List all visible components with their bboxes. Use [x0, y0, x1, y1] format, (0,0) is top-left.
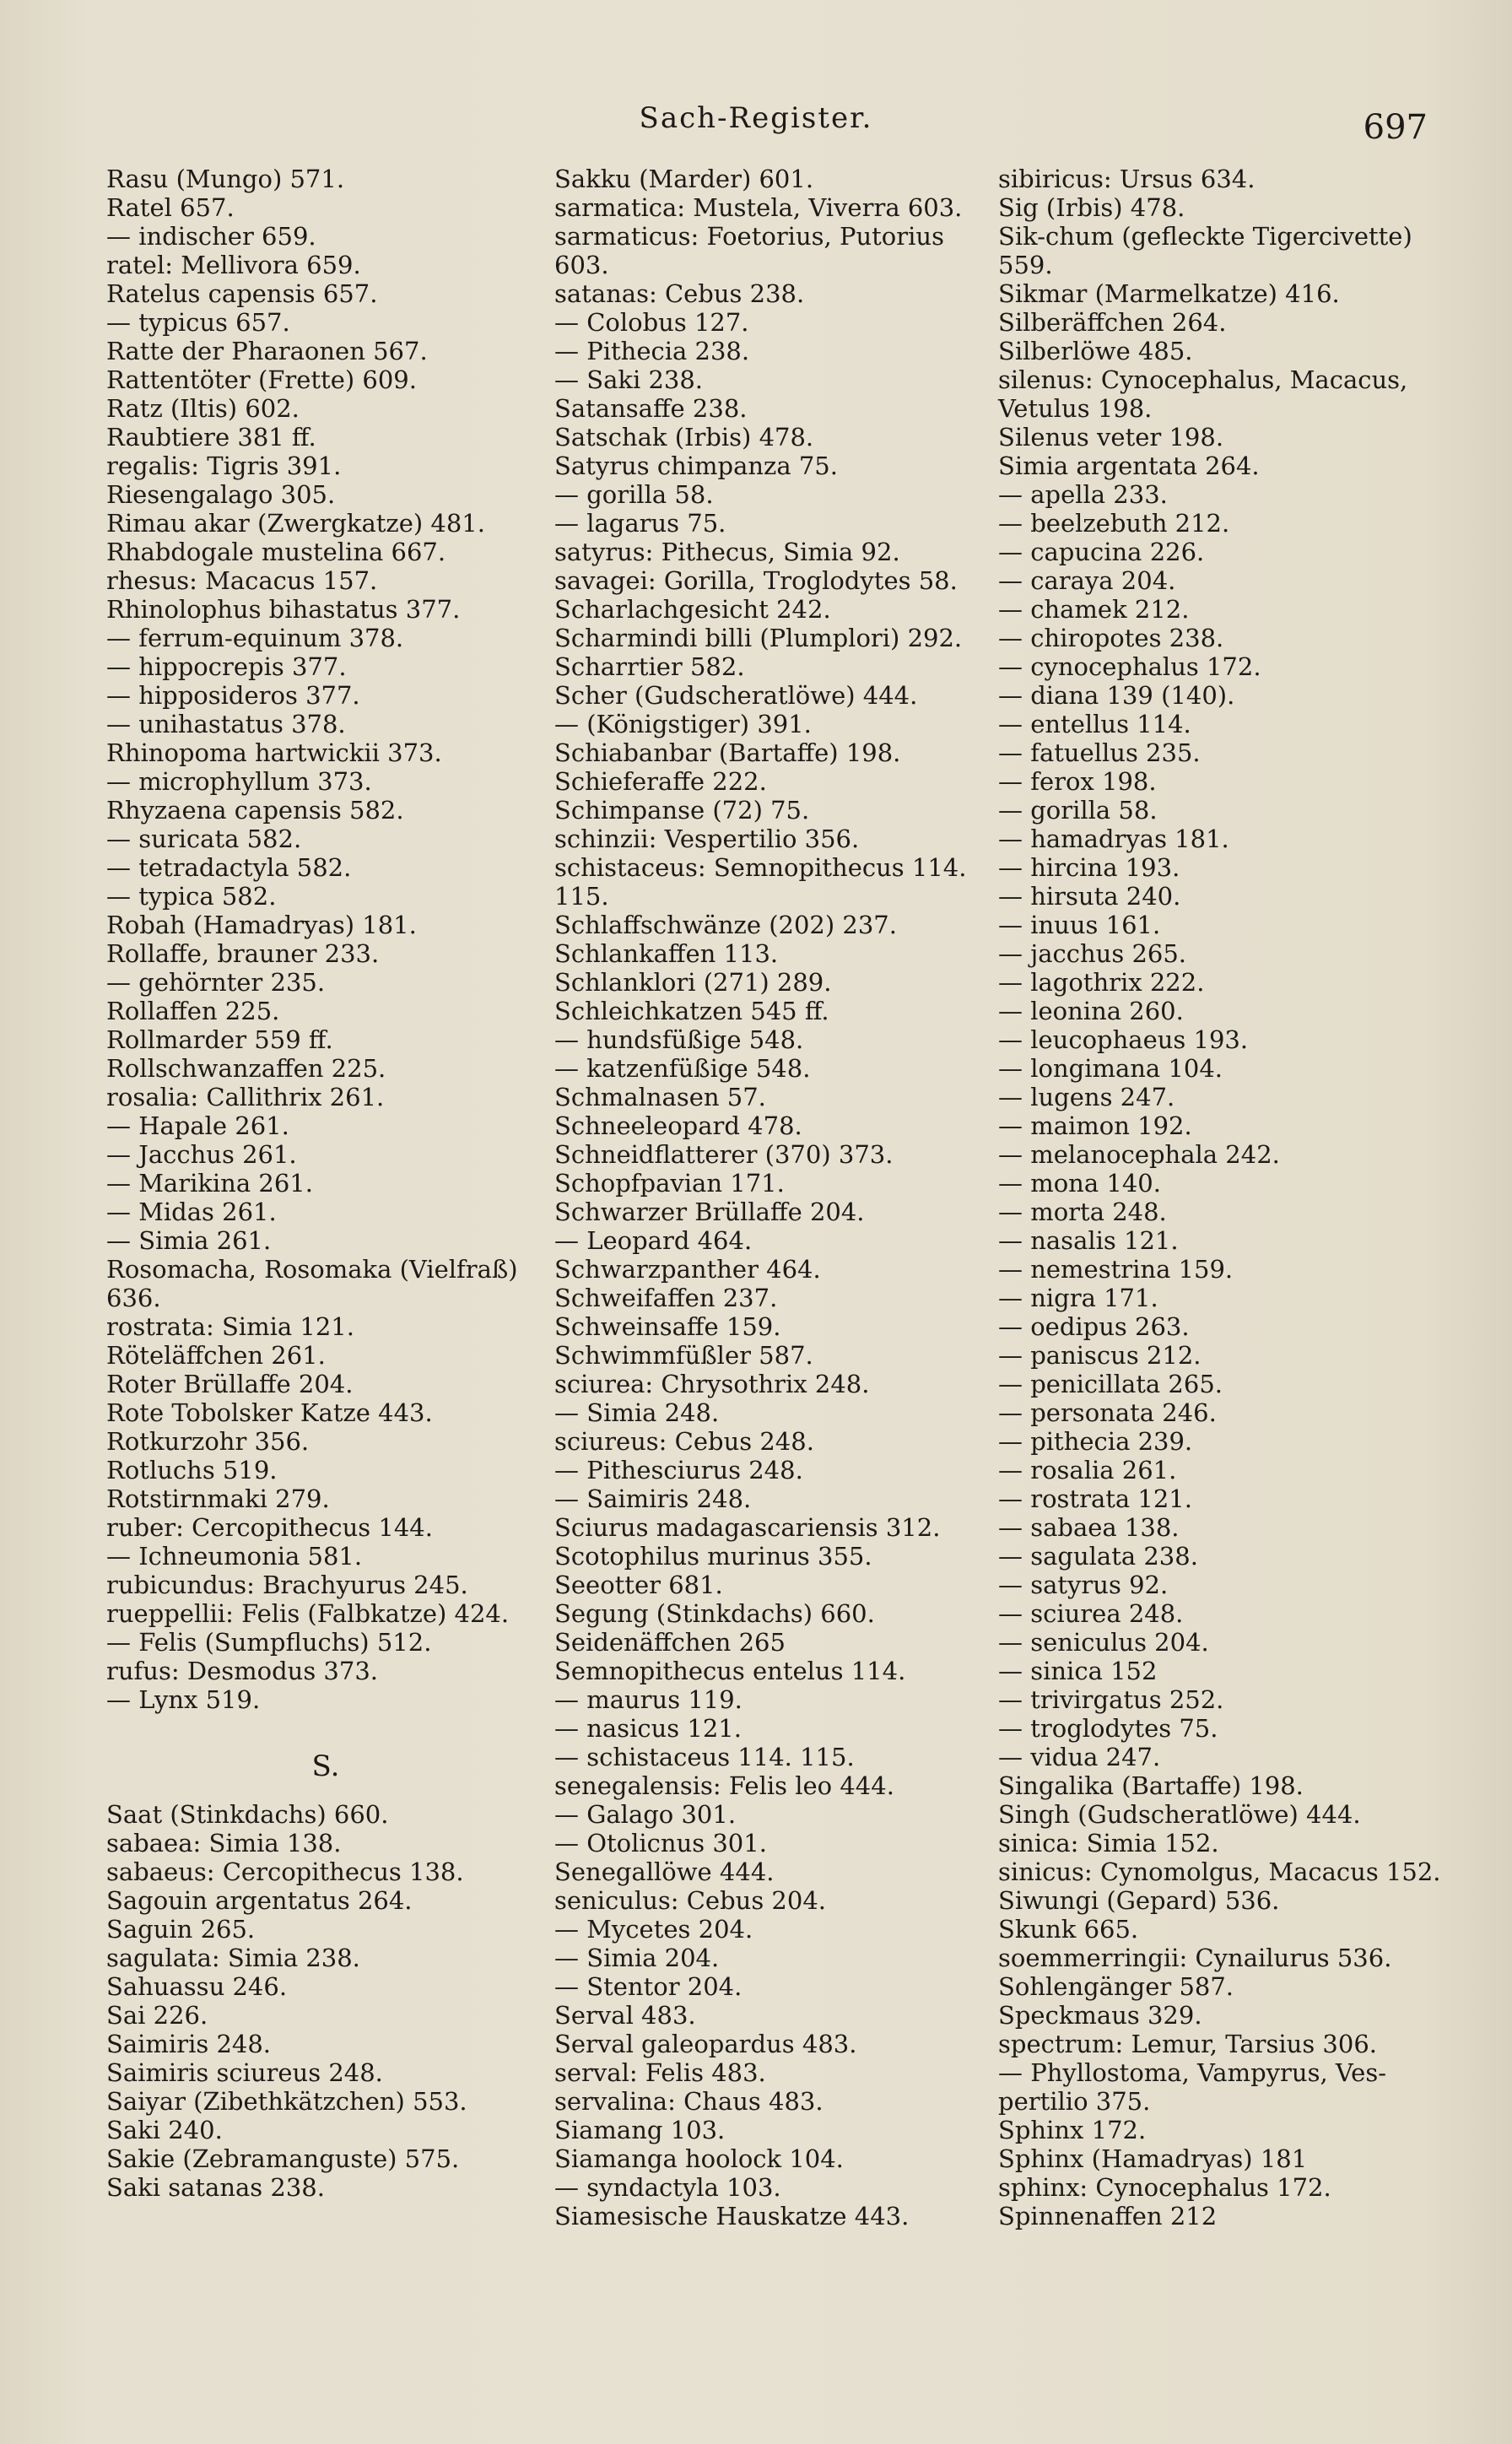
index-entry: Rollmarder 559 ff.	[106, 1025, 333, 1054]
index-entry: Seidenäffchen 265	[554, 1628, 786, 1657]
index-entry: — lagarus 75.	[554, 509, 726, 538]
index-entry: spectrum: Lemur, Tarsius 306.	[998, 2030, 1377, 2058]
index-entry: Schimpanse (72) 75.	[554, 796, 810, 825]
index-entry: Schlankaffen 113.	[554, 939, 779, 968]
index-entry: 115.	[554, 882, 609, 911]
index-entry: regalis: Tigris 391.	[106, 451, 342, 480]
index-entry: — Simia 204.	[554, 1944, 720, 1972]
index-entry: — hamadryas 181.	[998, 825, 1229, 853]
index-entry: — chamek 212.	[998, 595, 1190, 624]
index-entry: — Saki 238.	[554, 365, 704, 394]
index-entry: servalina: Chaus 483.	[554, 2087, 824, 2116]
index-entry: — Phyllostoma, Vampyrus, Ves-	[998, 2058, 1387, 2087]
index-entry: Schlaffschwänze (202) 237.	[554, 911, 897, 939]
index-entry: sciurea: Chrysothrix 248.	[554, 1370, 870, 1398]
index-entry: Rotkurzohr 356.	[106, 1427, 310, 1456]
index-entry: Rote Tobolsker Katze 443.	[106, 1398, 433, 1427]
index-entry: — gorilla 58.	[998, 796, 1158, 825]
index-entry: Sphinx (Hamadryas) 181	[998, 2144, 1308, 2173]
index-entry: rosalia: Callithrix 261.	[106, 1083, 385, 1111]
index-entry: — apella 233.	[998, 480, 1168, 509]
index-entry: — fatuellus 235.	[998, 738, 1201, 767]
index-entry: — Lynx 519.	[106, 1685, 261, 1714]
index-entry: — entellus 114.	[998, 710, 1191, 738]
index-entry: — hirsuta 240.	[998, 882, 1181, 911]
index-entry: Serval galeopardus 483.	[554, 2030, 857, 2058]
index-entry: Senegallöwe 444.	[554, 1857, 775, 1886]
index-entry: Riesengalago 305.	[106, 480, 336, 509]
index-entry: — nigra 171.	[998, 1284, 1158, 1312]
index-entry: Sahuassu 246.	[106, 1972, 288, 2001]
index-entry: Rasu (Mungo) 571.	[106, 165, 345, 193]
index-entry: Singalika (Bartaffe) 198.	[998, 1771, 1304, 1800]
index-entry: serval: Felis 483.	[554, 2058, 766, 2087]
index-entry: — Midas 261.	[106, 1198, 277, 1226]
index-entry: Schwimmfüßler 587.	[554, 1341, 813, 1370]
index-entry: — Ichneumonia 581.	[106, 1542, 363, 1571]
index-entry: Rhabdogale mustelina 667.	[106, 538, 446, 566]
index-entry: — maimon 192.	[998, 1111, 1192, 1140]
index-entry: — mona 140.	[998, 1169, 1161, 1198]
index-entry: sphinx: Cynocephalus 172.	[998, 2173, 1331, 2202]
index-entry: Schwarzer Brüllaffe 204.	[554, 1198, 865, 1226]
index-entry: — cynocephalus 172.	[998, 652, 1261, 681]
index-entry: seniculus: Cebus 204.	[554, 1886, 827, 1915]
index-entry: — schistaceus 114. 115.	[554, 1743, 855, 1771]
index-entry: Saiyar (Zibethkätzchen) 553.	[106, 2087, 467, 2116]
index-entry: Silberäffchen 264.	[998, 308, 1227, 337]
index-entry: — lagothrix 222.	[998, 968, 1205, 997]
index-entry: Sik-chum (gefleckte Tigercivette)	[998, 222, 1412, 251]
index-entry: Scotophilus murinus 355.	[554, 1542, 872, 1571]
index-entry: sabaeus: Cercopithecus 138.	[106, 1857, 464, 1886]
index-entry: — morta 248.	[998, 1198, 1167, 1226]
index-entry: — rosalia 261.	[998, 1456, 1177, 1484]
index-entry: Schieferaffe 222.	[554, 767, 767, 796]
index-entry: Sakku (Marder) 601.	[554, 165, 814, 193]
index-entry: — syndactyla 103.	[554, 2173, 781, 2202]
index-entry: Segung (Stinkdachs) 660.	[554, 1599, 875, 1628]
index-entry: Schleichkatzen 545 ff.	[554, 997, 829, 1025]
index-entry: Siamesische Hauskatze 443.	[554, 2202, 910, 2230]
index-entry: satyrus: Pithecus, Simia 92.	[554, 538, 900, 566]
index-entry: — hippocrepis 377.	[106, 652, 347, 681]
index-entry: Schiabanbar (Bartaffe) 198.	[554, 738, 901, 767]
index-entry: — rostrata 121.	[998, 1484, 1192, 1513]
index-entry: — nemestrina 159.	[998, 1255, 1234, 1284]
index-entry: — paniscus 212.	[998, 1341, 1202, 1370]
index-entry: Silenus veter 198.	[998, 423, 1224, 451]
index-entry: — Otolicnus 301.	[554, 1829, 767, 1857]
index-entry: Röteläffchen 261.	[106, 1341, 326, 1370]
index-entry: — longimana 104.	[998, 1054, 1223, 1083]
index-entry: — Jacchus 261.	[106, 1140, 297, 1169]
index-entry: — indischer 659.	[106, 222, 316, 251]
index-column-3	[998, 165, 1441, 2230]
index-entry: — sabaea 138.	[998, 1513, 1180, 1542]
index-entry: Scharrtier 582.	[554, 652, 745, 681]
index-entry: — lugens 247.	[998, 1083, 1175, 1111]
index-entry: sagulata: Simia 238.	[106, 1944, 360, 1972]
index-entry: — gehörnter 235.	[106, 968, 326, 997]
index-entry: sarmatica: Mustela, Viverra 603.	[554, 193, 963, 222]
index-entry: Rhinolophus bihastatus 377.	[106, 595, 461, 624]
index-entry: rostrata: Simia 121.	[106, 1312, 354, 1341]
index-entry: Semnopithecus entelus 114.	[554, 1657, 906, 1685]
index-entry: Schneeleopard 478.	[554, 1111, 802, 1140]
index-entry: Skunk 665.	[998, 1915, 1139, 1944]
index-entry: — capucina 226.	[998, 538, 1205, 566]
index-entry: — ferrum-equinum 378.	[106, 624, 404, 652]
index-entry: 636.	[106, 1284, 161, 1312]
index-entry: — (Königstiger) 391.	[554, 710, 812, 738]
index-entry: — leucophaeus 193.	[998, 1025, 1249, 1054]
index-entry: — hircina 193.	[998, 853, 1180, 882]
index-entry: — melanocephala 242.	[998, 1140, 1280, 1169]
index-entry: Siamanga hoolock 104.	[554, 2144, 844, 2173]
index-entry: — Hapale 261.	[106, 1111, 289, 1140]
index-entry: — Felis (Sumpfluchs) 512.	[106, 1628, 432, 1657]
index-entry: — pithecia 239.	[998, 1427, 1193, 1456]
index-entry: — Pithecia 238.	[554, 337, 750, 365]
index-entry: sabaea: Simia 138.	[106, 1829, 342, 1857]
index-entry: Ratz (Iltis) 602.	[106, 394, 300, 423]
index-entry: Ratelus capensis 657.	[106, 279, 378, 308]
index-entry: Sakie (Zebramanguste) 575.	[106, 2144, 460, 2173]
index-entry: — Pithesciurus 248.	[554, 1456, 803, 1484]
index-entry: — hundsfüßige 548.	[554, 1025, 804, 1054]
index-entry: — Saimiris 248.	[554, 1484, 752, 1513]
index-entry: sinicus: Cynomolgus, Macacus 152.	[998, 1857, 1441, 1886]
index-column-1	[106, 165, 545, 2202]
section-heading: S.	[311, 1749, 340, 1783]
index-entry: 559.	[998, 251, 1053, 279]
index-entry: — leonina 260.	[998, 997, 1184, 1025]
index-entry: Rotstirnmaki 279.	[106, 1484, 330, 1513]
index-entry: Rollschwanzaffen 225.	[106, 1054, 386, 1083]
index-entry: Serval 483.	[554, 2001, 696, 2030]
index-entry: Satansaffe 238.	[554, 394, 748, 423]
index-entry: — Stentor 204.	[554, 1972, 742, 2001]
index-entry: — katzenfüßige 548.	[554, 1054, 811, 1083]
index-entry: Schopfpavian 171.	[554, 1169, 785, 1198]
index-entry: Rosomacha, Rosomaka (Vielfraß)	[106, 1255, 518, 1284]
index-entry: Robah (Hamadryas) 181.	[106, 911, 417, 939]
index-entry: — typicus 657.	[106, 308, 290, 337]
index-entry: Sohlengänger 587.	[998, 1972, 1234, 2001]
index-entry: Siwungi (Gepard) 536.	[998, 1886, 1280, 1915]
index-entry: — gorilla 58.	[554, 480, 714, 509]
index-entry: sarmaticus: Foetorius, Putorius	[554, 222, 944, 251]
index-entry: Schneidflatterer (370) 373.	[554, 1140, 894, 1169]
index-entry: — Simia 248.	[554, 1398, 720, 1427]
index-entry: Sikmar (Marmelkatze) 416.	[998, 279, 1340, 308]
index-entry: — vidua 247.	[998, 1743, 1161, 1771]
index-entry: rubicundus: Brachyurus 245.	[106, 1571, 468, 1599]
index-entry: — nasalis 121.	[998, 1226, 1179, 1255]
index-entry: Saki satanas 238.	[106, 2173, 325, 2202]
index-entry: schistaceus: Semnopithecus 114.	[554, 853, 967, 882]
index-entry: Saki 240.	[106, 2116, 223, 2144]
index-entry: — inuus 161.	[998, 911, 1161, 939]
index-entry: — caraya 204.	[998, 566, 1176, 595]
index-entry: — suricata 582.	[106, 825, 302, 853]
index-entry: Ratte der Pharaonen 567.	[106, 337, 428, 365]
index-entry: Sig (Irbis) 478.	[998, 193, 1185, 222]
index-entry: — sagulata 238.	[998, 1542, 1198, 1571]
index-entry: — chiropotes 238.	[998, 624, 1224, 652]
index-entry: — Leopard 464.	[554, 1226, 753, 1255]
index-entry: — trivirgatus 252.	[998, 1685, 1224, 1714]
index-entry: Schmalnasen 57.	[554, 1083, 766, 1111]
index-entry: Sai 226.	[106, 2001, 208, 2030]
index-entry: Schlanklori (271) 289.	[554, 968, 832, 997]
index-entry: sibiricus: Ursus 634.	[998, 165, 1256, 193]
index-entry: Singh (Gudscheratlöwe) 444.	[998, 1800, 1361, 1829]
index-entry: rufus: Desmodus 373.	[106, 1657, 378, 1685]
index-entry: Scher (Gudscheratlöwe) 444.	[554, 681, 918, 710]
index-entry: Silberlöwe 485.	[998, 337, 1193, 365]
index-entry: — Mycetes 204.	[554, 1915, 753, 1944]
index-entry: — tetradactyla 582.	[106, 853, 352, 882]
index-entry: — Marikina 261.	[106, 1169, 313, 1198]
index-entry: Sciurus madagascariensis 312.	[554, 1513, 941, 1542]
index-entry: Rollaffen 225.	[106, 997, 280, 1025]
index-entry: — typica 582.	[106, 882, 277, 911]
index-entry: — troglodytes 75.	[998, 1714, 1218, 1743]
index-entry: Simia argentata 264.	[998, 451, 1260, 480]
index-entry: — unihastatus 378.	[106, 710, 346, 738]
index-entry: sinica: Simia 152.	[998, 1829, 1219, 1857]
index-entry: Rhyzaena capensis 582.	[106, 796, 404, 825]
index-entry: Scharlachgesicht 242.	[554, 595, 831, 624]
index-entry: — nasicus 121.	[554, 1714, 742, 1743]
index-entry: 603.	[554, 251, 609, 279]
index-entry: Schweifaffen 237.	[554, 1284, 778, 1312]
index-entry: — maurus 119.	[554, 1685, 742, 1714]
index-entry: — ferox 198.	[998, 767, 1157, 796]
index-entry: schinzii: Vespertilio 356.	[554, 825, 860, 853]
index-entry: — seniculus 204.	[998, 1628, 1209, 1657]
index-entry: ruber: Cercopithecus 144.	[106, 1513, 433, 1542]
index-entry: — hipposideros 377.	[106, 681, 360, 710]
index-entry: — Galago 301.	[554, 1800, 737, 1829]
index-entry: Satschak (Irbis) 478.	[554, 423, 814, 451]
index-entry: Spinnenaffen 212	[998, 2202, 1218, 2230]
index-entry: Satyrus chimpanza 75.	[554, 451, 838, 480]
index-entry: Roter Brüllaffe 204.	[106, 1370, 354, 1398]
index-entry: — beelzebuth 212.	[998, 509, 1230, 538]
index-entry: Rimau akar (Zwergkatze) 481.	[106, 509, 485, 538]
index-entry: Rhinopoma hartwickii 373.	[106, 738, 442, 767]
index-entry: silenus: Cynocephalus, Macacus,	[998, 365, 1408, 394]
index-entry: — jacchus 265.	[998, 939, 1187, 968]
index-entry: — Colobus 127.	[554, 308, 749, 337]
index-entry: Rotluchs 519.	[106, 1456, 278, 1484]
index-entry: satanas: Cebus 238.	[554, 279, 805, 308]
index-entry: Vetulus 198.	[998, 394, 1153, 423]
index-entry: sciureus: Cebus 248.	[554, 1427, 814, 1456]
index-entry: — oedipus 263.	[998, 1312, 1190, 1341]
index-entry: — Simia 261.	[106, 1226, 272, 1255]
index-entry: — sciurea 248.	[998, 1599, 1184, 1628]
index-entry: Speckmaus 329.	[998, 2001, 1202, 2030]
index-entry: — microphyllum 373.	[106, 767, 372, 796]
index-entry: rueppellii: Felis (Falbkatze) 424.	[106, 1599, 510, 1628]
index-entry: — sinica 152	[998, 1657, 1158, 1685]
index-entry: Rollaffe, brauner 233.	[106, 939, 380, 968]
running-head: Sach-Register.	[639, 101, 873, 135]
index-entry: pertilio 375.	[998, 2087, 1151, 2116]
index-entry: — personata 246.	[998, 1398, 1217, 1427]
index-entry: Saimiris 248.	[106, 2030, 272, 2058]
index-entry: Schwarzpanther 464.	[554, 1255, 821, 1284]
index-entry: Schweinsaffe 159.	[554, 1312, 781, 1341]
index-entry: Siamang 103.	[554, 2116, 726, 2144]
index-entry: ratel: Mellivora 659.	[106, 251, 361, 279]
index-entry: Sphinx 172.	[998, 2116, 1147, 2144]
index-entry: Raubtiere 381 ff.	[106, 423, 316, 451]
index-entry: Saguin 265.	[106, 1915, 256, 1944]
page-number: 697	[1363, 108, 1428, 147]
index-entry: — penicillata 265.	[998, 1370, 1223, 1398]
index-entry: — satyrus 92.	[998, 1571, 1169, 1599]
index-entry: soemmerringii: Cynailurus 536.	[998, 1944, 1392, 1972]
index-entry: Rattentöter (Frette) 609.	[106, 365, 417, 394]
index-entry: Saat (Stinkdachs) 660.	[106, 1800, 389, 1829]
index-entry: rhesus: Macacus 157.	[106, 566, 378, 595]
index-entry: savagei: Gorilla, Troglodytes 58.	[554, 566, 958, 595]
index-entry: Ratel 657.	[106, 193, 235, 222]
index-column-2	[554, 165, 985, 2230]
index-entry: — diana 139 (140).	[998, 681, 1235, 710]
index-entry: Scharmindi billi (Plumplori) 292.	[554, 624, 963, 652]
index-entry: senegalensis: Felis leo 444.	[554, 1771, 894, 1800]
index-entry: Seeotter 681.	[554, 1571, 723, 1599]
index-entry: Saimiris sciureus 248.	[106, 2058, 383, 2087]
index-entry: Sagouin argentatus 264.	[106, 1886, 413, 1915]
